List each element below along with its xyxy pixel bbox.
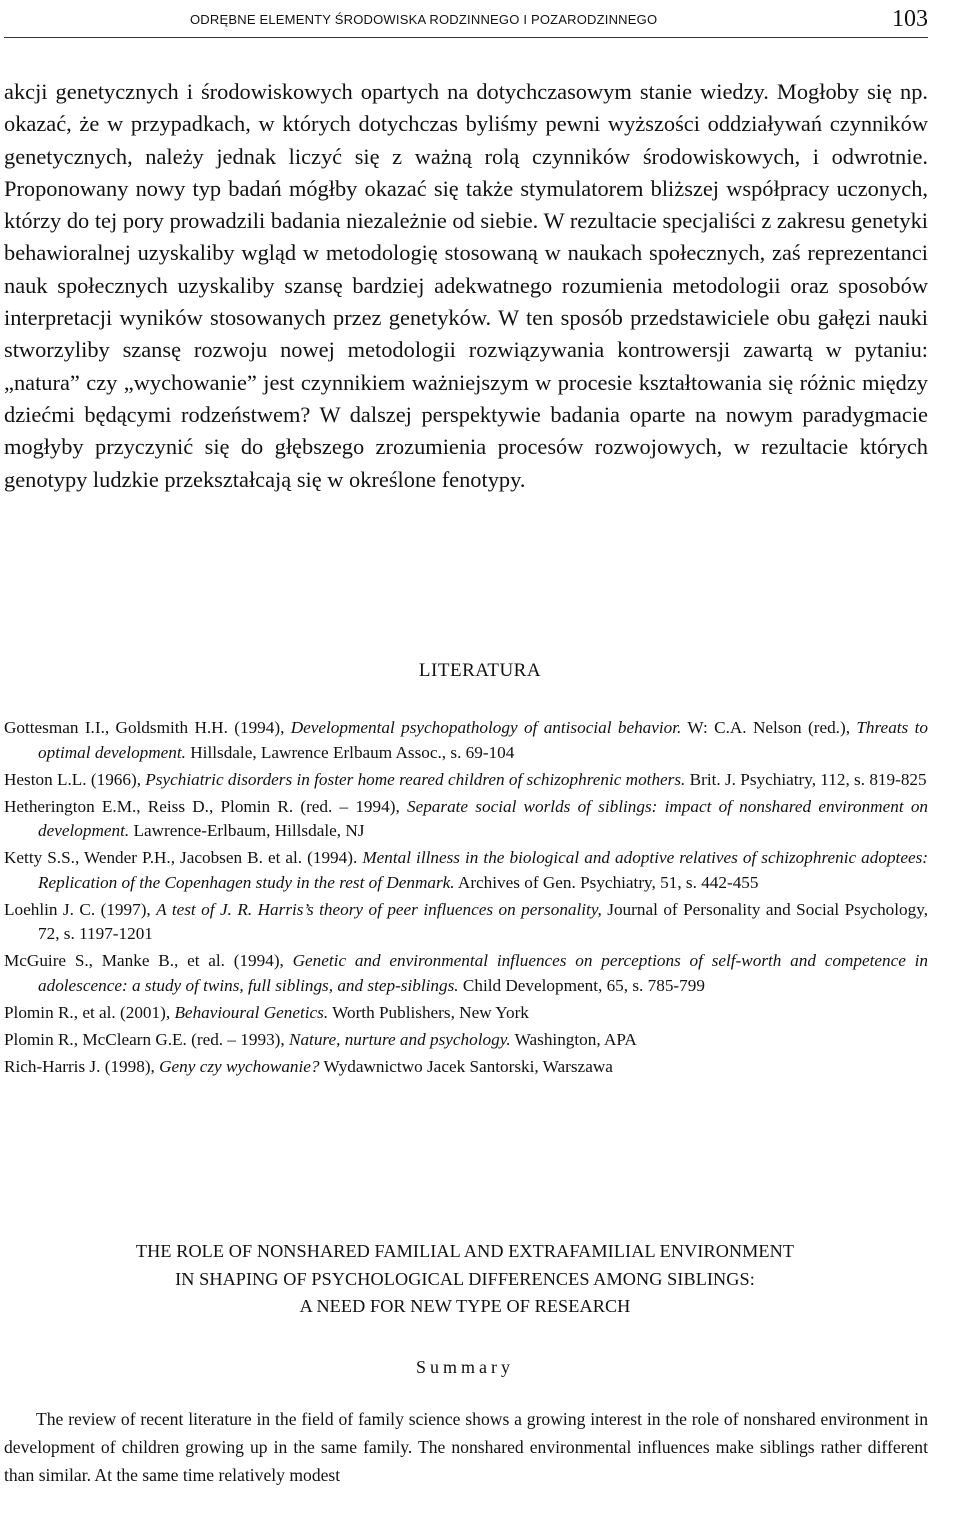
reference-entry: Plomin R., et al. (2001), Behavioural Genetics. Worth Publishers, New York [4,1002,529,1022]
running-head: ODRĘBNE ELEMENTY ŚRODOWISKA RODZINNEGO I POZARODZINNEGO [190,12,658,27]
reference-entry: Heston L.L. (1966), Psychiatric disorders in foster home reared children of schizophrenic mothers. Brit. J. Psychiatry, 112, s. 819-825 [4,769,927,789]
english-title-line: THE ROLE OF NONSHARED FAMILIAL AND EXTRAFAMILIAL ENVIRONMENT [135,1241,795,1261]
reference-entry: Hetherington E.M., Reiss D., Plomin R. (red. – 1994), Separate social worlds of siblings: impact of nonshared environment on development. Lawrence-Erlbaum, Hillsdale, NJ [4,796,929,840]
reference-entry: Gottesman I.I., Goldsmith H.H. (1994), Developmental psychopathology of antisocial behavior. W: C.A. Nelson (red.), Threats to optimal development. Hillsdale, Lawrence Erlbaum Assoc., s. 69-104 [4,718,928,762]
reference-list [4,716,928,1082]
summary-paragraph: The review of recent literature in the field of family science shows a growing interest in the role of nonshared environment in development of children growing up in the same family. The nonshared environmental influences make siblings rather different than similar. At the same time relatively modest [4,1409,928,1485]
english-title-line: IN SHAPING OF PSYCHOLOGICAL DIFFERENCES AMONG SIBLINGS: [175,1268,755,1289]
english-title [0,1238,930,1321]
english-title-line: A NEED FOR NEW TYPE OF RESEARCH [299,1296,631,1317]
reference-entry: McGuire S., Manke B., et al. (1994), Genetic and environmental influences on perceptions of self-worth and competence in adolescence: a study of twins, full siblings, and step-siblings. Child Development, 65, s. 785-799 [4,951,928,995]
reference-entry: Ketty S.S., Wender P.H., Jacobsen B. et al. (1994). Mental illness in the biological and adoptive relatives of schizophrenic adoptees: Replication of the Copenhagen study in the rest of Denmark. Archives of Gen. Psychiatry, 51, s. 442-455 [4,848,928,892]
literature-heading: LITERATURA [418,660,542,681]
page-number: 103 [892,6,928,32]
reference-entry: Loehlin J. C. (1997), A test of J. R. Harris’s theory of peer influences on personality, Journal of Personality and Social Psychology, 72, s. 1197-1201 [4,899,929,943]
summary-heading: Summary [416,1357,514,1377]
summary-text [4,1405,928,1489]
header-rule [4,37,928,38]
reference-entry: Plomin R., McClearn G.E. (red. – 1993), Nature, nurture and psychology. Washington, APA [4,1029,637,1049]
body-text [4,76,928,496]
body-paragraph: akcji genetycznych i środowiskowych opartych na dotychczasowym stanie wiedzy. Mogłoby się np. okazać, że w przypadkach, w których dotychczas byliśmy pewni wyższości oddziaływań czynników genetycznych, należy jednak liczyć się z ważną rolą czynników środowiskowych, i odwrotnie. Proponowany nowy typ badań mógłby okazać się także stymulatorem bliższej współpracy uczonych, którzy do tej pory prowadzili badania niezależnie od siebie. W rezultacie specjaliści z zakresu genetyki behawioralnej uzyskaliby wgląd w metodologię stosowaną w naukach społecznych, zaś reprezentanci nauk społecznych uzyskaliby szansę bardziej adekwatnego rozumienia metodologii oraz sposobów interpretacji wyników stosowanych przez genetyków. W ten sposób przedstawiciele obu gałęzi nauki stworzyliby szansę rozwoju nowej metodologii rozwiązywania kontrowersji zawartą w pytaniu: „natura” czy „wychowanie” jest czynnikiem ważniejszym w procesie kształtowania się różnic między dziećmi będącymi rodzeństwem? W dalszej perspektywie badania oparte na nowym paradygmacie mogłyby przyczynić się do głębszego zrozumienia procesów rozwojowych, w rezultacie których genotypy ludzkie przekształcają się w określone fenotypy. [4,79,928,492]
reference-entry: Rich-Harris J. (1998), Geny czy wychowanie? Wydawnictwo Jacek Santorski, Warszawa [4,1056,613,1076]
